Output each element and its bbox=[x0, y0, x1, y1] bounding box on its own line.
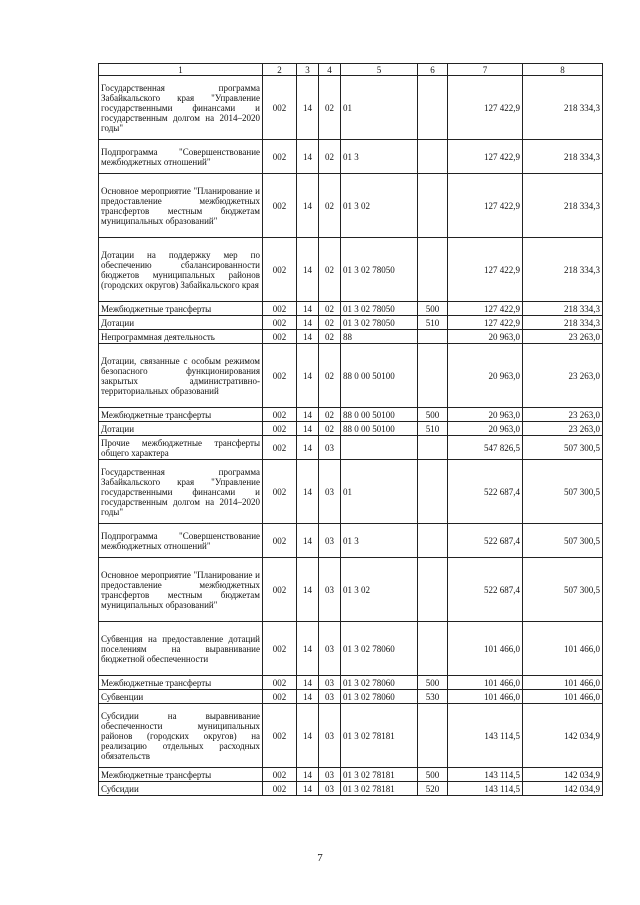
amount-year2-cell: 142 034,9 bbox=[523, 768, 603, 782]
section-code-cell: 14 bbox=[297, 76, 319, 140]
ministry-code-cell: 002 bbox=[263, 422, 297, 436]
subsection-code-cell: 02 bbox=[319, 316, 341, 330]
expense-type-cell: 500 bbox=[418, 768, 448, 782]
target-article-cell: 01 3 02 78060 bbox=[341, 622, 418, 676]
expense-type-cell bbox=[418, 238, 448, 302]
ministry-code-cell: 002 bbox=[263, 174, 297, 238]
amount-year1-cell: 101 466,0 bbox=[448, 622, 523, 676]
table-row bbox=[99, 422, 603, 436]
ministry-code-cell: 002 bbox=[263, 524, 297, 558]
table-row bbox=[99, 436, 603, 460]
target-article-cell: 01 3 02 bbox=[341, 558, 418, 622]
amount-year2-cell: 507 300,5 bbox=[523, 436, 603, 460]
table-row bbox=[99, 344, 603, 408]
ministry-code-cell: 002 bbox=[263, 436, 297, 460]
target-article-cell: 88 bbox=[341, 330, 418, 344]
table-row bbox=[99, 558, 603, 622]
section-code-cell: 14 bbox=[297, 344, 319, 408]
amount-year1-cell: 547 826,5 bbox=[448, 436, 523, 460]
subsection-code-cell: 02 bbox=[319, 302, 341, 316]
subsection-code-cell: 02 bbox=[319, 140, 341, 174]
ministry-code-cell: 002 bbox=[263, 460, 297, 524]
ministry-code-cell: 002 bbox=[263, 704, 297, 768]
header-row bbox=[99, 64, 603, 76]
item-name-cell: Межбюджетные трансферты bbox=[99, 302, 263, 316]
expense-type-cell: 510 bbox=[418, 422, 448, 436]
item-name-cell: Государственная программа Забайкальского края "Управление государственными финансами и государственным долгом на 2014–2020 годы" bbox=[99, 460, 263, 524]
section-code-cell: 14 bbox=[297, 524, 319, 558]
ministry-code-cell: 002 bbox=[263, 76, 297, 140]
table-row bbox=[99, 782, 603, 796]
ministry-code-cell: 002 bbox=[263, 302, 297, 316]
amount-year1-cell: 20 963,0 bbox=[448, 344, 523, 408]
table-row bbox=[99, 408, 603, 422]
amount-year1-cell: 101 466,0 bbox=[448, 676, 523, 690]
amount-year2-cell: 507 300,5 bbox=[523, 524, 603, 558]
table-row bbox=[99, 460, 603, 524]
item-name-cell: Субсидии bbox=[99, 782, 263, 796]
amount-year2-cell: 23 263,0 bbox=[523, 422, 603, 436]
target-article-cell: 01 3 02 78060 bbox=[341, 676, 418, 690]
ministry-code-cell: 002 bbox=[263, 316, 297, 330]
section-code-cell: 14 bbox=[297, 238, 319, 302]
amount-year1-cell: 143 114,5 bbox=[448, 768, 523, 782]
expense-type-cell bbox=[418, 460, 448, 524]
amount-year1-cell: 20 963,0 bbox=[448, 330, 523, 344]
subsection-code-cell: 02 bbox=[319, 238, 341, 302]
amount-year2-cell: 23 263,0 bbox=[523, 408, 603, 422]
subsection-code-cell: 03 bbox=[319, 690, 341, 704]
ministry-code-cell: 002 bbox=[263, 676, 297, 690]
section-code-cell: 14 bbox=[297, 408, 319, 422]
amount-year1-cell: 522 687,4 bbox=[448, 558, 523, 622]
item-name-cell: Дотации bbox=[99, 316, 263, 330]
section-code-cell: 14 bbox=[297, 140, 319, 174]
item-name-cell: Дотации на поддержку мер по обеспечению сбалансированности бюджетов муниципальных районов (городских округов) Забайкальского края bbox=[99, 238, 263, 302]
section-code-cell: 14 bbox=[297, 316, 319, 330]
expense-type-cell bbox=[418, 558, 448, 622]
amount-year2-cell: 507 300,5 bbox=[523, 558, 603, 622]
table-row bbox=[99, 676, 603, 690]
target-article-cell: 01 3 02 78181 bbox=[341, 768, 418, 782]
table-row bbox=[99, 238, 603, 302]
expense-type-cell bbox=[418, 436, 448, 460]
amount-year2-cell: 23 263,0 bbox=[523, 344, 603, 408]
expense-type-cell bbox=[418, 524, 448, 558]
amount-year2-cell: 218 334,3 bbox=[523, 174, 603, 238]
target-article-cell: 01 3 02 bbox=[341, 174, 418, 238]
ministry-code-cell: 002 bbox=[263, 344, 297, 408]
target-article-cell: 01 3 bbox=[341, 524, 418, 558]
item-name-cell: Прочие межбюджетные трансферты общего характера bbox=[99, 436, 263, 460]
amount-year2-cell: 101 466,0 bbox=[523, 676, 603, 690]
section-code-cell: 14 bbox=[297, 768, 319, 782]
amount-year1-cell: 127 422,9 bbox=[448, 238, 523, 302]
ministry-code-cell: 002 bbox=[263, 768, 297, 782]
item-name-cell: Межбюджетные трансферты bbox=[99, 676, 263, 690]
column-header: 7 bbox=[448, 64, 523, 76]
amount-year1-cell: 20 963,0 bbox=[448, 408, 523, 422]
item-name-cell: Субсидии на выравнивание обеспеченности муниципальных районов (городских округов) на реализацию отдельных расходных обязательств bbox=[99, 704, 263, 768]
target-article-cell bbox=[341, 436, 418, 460]
column-header: 4 bbox=[319, 64, 341, 76]
table-row bbox=[99, 524, 603, 558]
item-name-cell: Основное мероприятие "Планирование и предоставление межбюджетных трансфертов местным бюджетам муниципальных образований" bbox=[99, 558, 263, 622]
amount-year1-cell: 127 422,9 bbox=[448, 302, 523, 316]
amount-year1-cell: 522 687,4 bbox=[448, 460, 523, 524]
item-name-cell: Непрограммная деятельность bbox=[99, 330, 263, 344]
target-article-cell: 01 3 bbox=[341, 140, 418, 174]
target-article-cell: 88 0 00 50100 bbox=[341, 408, 418, 422]
amount-year1-cell: 20 963,0 bbox=[448, 422, 523, 436]
target-article-cell: 88 0 00 50100 bbox=[341, 344, 418, 408]
target-article-cell: 01 3 02 78181 bbox=[341, 782, 418, 796]
amount-year1-cell: 127 422,9 bbox=[448, 316, 523, 330]
amount-year1-cell: 101 466,0 bbox=[448, 690, 523, 704]
expense-type-cell: 500 bbox=[418, 676, 448, 690]
amount-year1-cell: 127 422,9 bbox=[448, 76, 523, 140]
section-code-cell: 14 bbox=[297, 436, 319, 460]
target-article-cell: 01 3 02 78060 bbox=[341, 690, 418, 704]
expense-type-cell bbox=[418, 330, 448, 344]
section-code-cell: 14 bbox=[297, 558, 319, 622]
table-row bbox=[99, 316, 603, 330]
amount-year1-cell: 127 422,9 bbox=[448, 174, 523, 238]
amount-year2-cell: 218 334,3 bbox=[523, 302, 603, 316]
subsection-code-cell: 03 bbox=[319, 622, 341, 676]
subsection-code-cell: 02 bbox=[319, 408, 341, 422]
ministry-code-cell: 002 bbox=[263, 690, 297, 704]
subsection-code-cell: 02 bbox=[319, 174, 341, 238]
subsection-code-cell: 03 bbox=[319, 782, 341, 796]
section-code-cell: 14 bbox=[297, 330, 319, 344]
budget-table bbox=[98, 63, 603, 796]
amount-year2-cell: 142 034,9 bbox=[523, 782, 603, 796]
ministry-code-cell: 002 bbox=[263, 622, 297, 676]
target-article-cell: 01 3 02 78181 bbox=[341, 704, 418, 768]
subsection-code-cell: 03 bbox=[319, 768, 341, 782]
item-name-cell: Государственная программа Забайкальского края "Управление государственными финансами и государственным долгом на 2014–2020 годы" bbox=[99, 76, 263, 140]
section-code-cell: 14 bbox=[297, 622, 319, 676]
expense-type-cell bbox=[418, 140, 448, 174]
subsection-code-cell: 02 bbox=[319, 344, 341, 408]
ministry-code-cell: 002 bbox=[263, 782, 297, 796]
section-code-cell: 14 bbox=[297, 174, 319, 238]
ministry-code-cell: 002 bbox=[263, 408, 297, 422]
subsection-code-cell: 03 bbox=[319, 460, 341, 524]
item-name-cell: Подпрограмма "Совершенствование межбюджетных отношений" bbox=[99, 524, 263, 558]
expense-type-cell bbox=[418, 76, 448, 140]
subsection-code-cell: 03 bbox=[319, 436, 341, 460]
subsection-code-cell: 03 bbox=[319, 704, 341, 768]
section-code-cell: 14 bbox=[297, 782, 319, 796]
expense-type-cell bbox=[418, 704, 448, 768]
section-code-cell: 14 bbox=[297, 460, 319, 524]
section-code-cell: 14 bbox=[297, 676, 319, 690]
table-row bbox=[99, 704, 603, 768]
amount-year2-cell: 142 034,9 bbox=[523, 704, 603, 768]
target-article-cell: 01 3 02 78050 bbox=[341, 316, 418, 330]
item-name-cell: Межбюджетные трансферты bbox=[99, 408, 263, 422]
subsection-code-cell: 02 bbox=[319, 330, 341, 344]
item-name-cell: Межбюджетные трансферты bbox=[99, 768, 263, 782]
ministry-code-cell: 002 bbox=[263, 330, 297, 344]
column-header: 2 bbox=[263, 64, 297, 76]
table-row bbox=[99, 768, 603, 782]
table-row bbox=[99, 302, 603, 316]
expense-type-cell: 530 bbox=[418, 690, 448, 704]
expense-type-cell: 520 bbox=[418, 782, 448, 796]
amount-year2-cell: 218 334,3 bbox=[523, 140, 603, 174]
expense-type-cell: 510 bbox=[418, 316, 448, 330]
item-name-cell: Подпрограмма "Совершенствование межбюджетных отношений" bbox=[99, 140, 263, 174]
column-header: 5 bbox=[341, 64, 418, 76]
ministry-code-cell: 002 bbox=[263, 140, 297, 174]
target-article-cell: 01 3 02 78050 bbox=[341, 238, 418, 302]
subsection-code-cell: 02 bbox=[319, 76, 341, 140]
target-article-cell: 01 bbox=[341, 460, 418, 524]
ministry-code-cell: 002 bbox=[263, 238, 297, 302]
subsection-code-cell: 02 bbox=[319, 422, 341, 436]
amount-year2-cell: 101 466,0 bbox=[523, 622, 603, 676]
expense-type-cell: 500 bbox=[418, 302, 448, 316]
amount-year2-cell: 218 334,3 bbox=[523, 316, 603, 330]
expense-type-cell bbox=[418, 344, 448, 408]
amount-year1-cell: 127 422,9 bbox=[448, 140, 523, 174]
column-header: 8 bbox=[523, 64, 603, 76]
item-name-cell: Дотации, связанные с особым режимом безопасного функционирования закрытых административно-территориальных образований bbox=[99, 344, 263, 408]
amount-year2-cell: 23 263,0 bbox=[523, 330, 603, 344]
table-row bbox=[99, 140, 603, 174]
amount-year1-cell: 522 687,4 bbox=[448, 524, 523, 558]
column-header: 1 bbox=[99, 64, 263, 76]
table-row bbox=[99, 622, 603, 676]
amount-year1-cell: 143 114,5 bbox=[448, 782, 523, 796]
ministry-code-cell: 002 bbox=[263, 558, 297, 622]
expense-type-cell bbox=[418, 622, 448, 676]
amount-year2-cell: 218 334,3 bbox=[523, 238, 603, 302]
item-name-cell: Основное мероприятие "Планирование и предоставление межбюджетных трансфертов местным бюджетам муниципальных образований" bbox=[99, 174, 263, 238]
amount-year2-cell: 101 466,0 bbox=[523, 690, 603, 704]
target-article-cell: 88 0 00 50100 bbox=[341, 422, 418, 436]
section-code-cell: 14 bbox=[297, 690, 319, 704]
subsection-code-cell: 03 bbox=[319, 558, 341, 622]
item-name-cell: Субвенции bbox=[99, 690, 263, 704]
column-header: 6 bbox=[418, 64, 448, 76]
table-body bbox=[99, 76, 603, 796]
page-number: 7 bbox=[317, 852, 323, 864]
subsection-code-cell: 03 bbox=[319, 524, 341, 558]
table-row bbox=[99, 690, 603, 704]
target-article-cell: 01 3 02 78050 bbox=[341, 302, 418, 316]
amount-year2-cell: 218 334,3 bbox=[523, 76, 603, 140]
amount-year1-cell: 143 114,5 bbox=[448, 704, 523, 768]
subsection-code-cell: 03 bbox=[319, 676, 341, 690]
section-code-cell: 14 bbox=[297, 422, 319, 436]
expense-type-cell: 500 bbox=[418, 408, 448, 422]
table-row bbox=[99, 330, 603, 344]
expense-type-cell bbox=[418, 174, 448, 238]
table-row bbox=[99, 76, 603, 140]
section-code-cell: 14 bbox=[297, 302, 319, 316]
item-name-cell: Дотации bbox=[99, 422, 263, 436]
target-article-cell: 01 bbox=[341, 76, 418, 140]
section-code-cell: 14 bbox=[297, 704, 319, 768]
column-header: 3 bbox=[297, 64, 319, 76]
amount-year2-cell: 507 300,5 bbox=[523, 460, 603, 524]
table-row bbox=[99, 174, 603, 238]
item-name-cell: Субвенция на предоставление дотаций поселениям на выравнивание бюджетной обеспеченности bbox=[99, 622, 263, 676]
